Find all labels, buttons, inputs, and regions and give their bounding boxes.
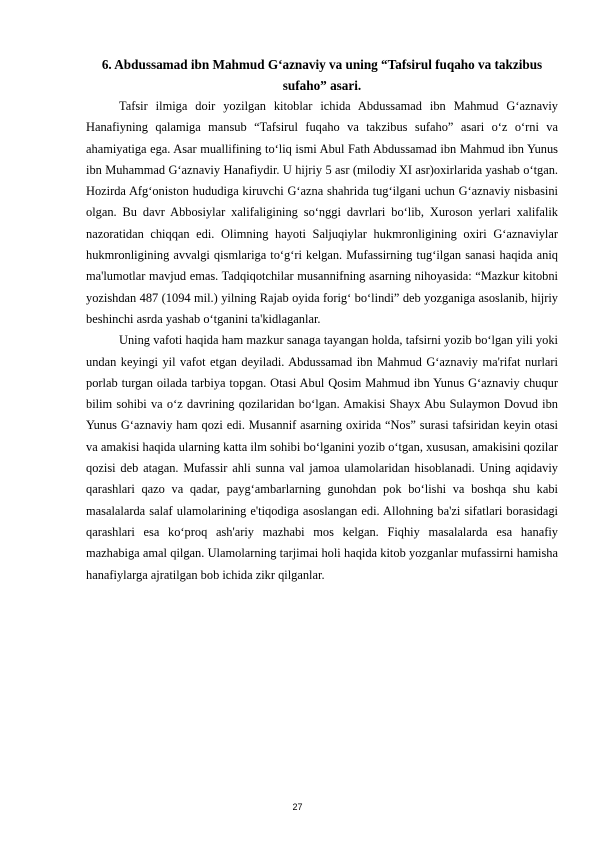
page-number: 27 [292, 802, 303, 812]
paragraph-2: Uning vafoti haqida ham mazkur sanaga tayangan holda, tafsirni yozib bo‘lgan yili yoki undan keyingi yil vafot etgan deyiladi. Abdussamad ibn Mahmud G‘aznaviy ma'rifat nurlari porlab turgan oilada tarbiya topgan. Otasi Abul Qosim Mahmud ibn Yunus G‘aznaviy chuqur bilim sohibi va o‘z davrining qozilaridan bo‘lgan. Amakisi Shayx Abu Sulaymon Dovud ibn Yunus G‘aznaviy ham qozi edi. Musannif asarning oxirida “Nos” surasi tafsiridan keyin otasi va amakisi haqida ularning katta ilm sohibi bo‘lganini yozib o‘tgan, xususan, amakisini qozilar qozisi deb atagan. Mufassir ahli sunna val jamoa ulamolaridan hisoblanadi. Uning aqidaviy qarashlari qazo va qadar, payg‘ambarlarning gunohdan pok bo‘lishi va boshqa shu kabi masalalarda salaf ulamolarining e'tiqodiga asoslangan edi. Allohning ba'zi sifatlari borasidagi qarashlari esa ko‘proq ash'ariy mazhabi mos kelgan. Fiqhiy masalalarda esa hanafiy mazhabiga amal qilgan. Ulamolarning tarjimai holi haqida kitob yozganlar mufassirni hamisha hanafiylarga ajratilgan bob ichida zikr qilganlar. [86, 333, 558, 582]
paragraph-1: Tafsir ilmiga doir yozilgan kitoblar ichida Abdussamad ibn Mahmud G‘aznaviy Hanafiyning qalamiga mansub “Tafsirul fuqaho va takzibus sufaho” asari o‘z o‘rni va ahamiyatiga ega. Asar muallifining to‘liq ismi Abul Fath Abdussamad ibn Mahmud ibn Yunus ibn Muhammad G‘aznaviy Hanafiydir. U hijriy 5 asr (milodiy XI asr)oxirlarida yashab o‘tgan. Hozirda Afg‘oniston hududiga kiruvchi G‘azna shahrida tug‘ilgani uchun G‘aznaviy nisbasini olgan. Bu davr Abbosiylar xalifaligining so‘nggi davrlari bo‘lib, Xuroson yerlari xalifalik nazoratidan chiqqan edi. Olimning hayoti Saljuqiylar hukmronligining oxiri G‘aznaviylar hukmronligining avvalgi qismlariga to‘g‘ri kelgan. Mufassirning tug‘ilgan sanasi haqida aniq ma'lumotlar mavjud emas. Tadqiqotchilar musannifning asarning nihoyasida: “Mazkur kitobni yozishdan 487 (1094 mil.) yilning Rajab oyida forig‘ bo‘lindi” deb yozganiga asoslanib, hijriy beshinchi asrda yashab o‘tganini ta'kidlaganlar. [86, 99, 558, 326]
document-page [86, 54, 558, 586]
section-title: 6. Abdussamad ibn Mahmud G‘aznaviy va uning “Tafsirul fuqaho va takzibus sufaho” asari. [101, 57, 543, 93]
